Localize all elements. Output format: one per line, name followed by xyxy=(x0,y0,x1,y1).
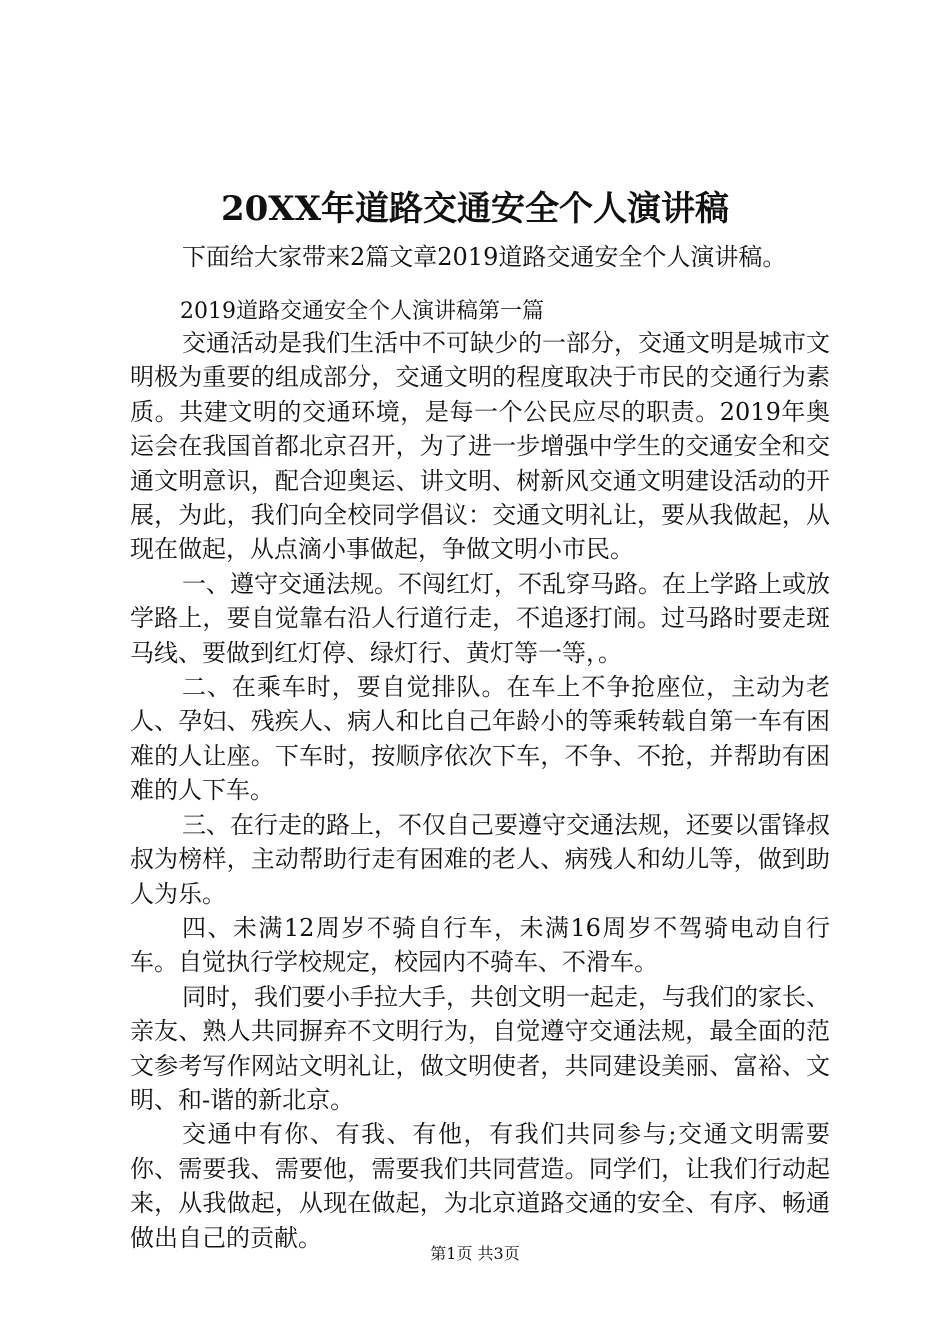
body-paragraph: 三、在行走的路上，不仅自己要遵守交通法规，还要以雷锋叔叔为榜样，主动帮助行走有困难的老人、病残人和幼儿等，做到助人为乐。 xyxy=(130,810,830,908)
body-paragraph: 同时，我们要小手拉大手，共创文明一起走，与我们的家长、亲友、熟人共同摒弃不文明行为，自觉遵守交通法规，最全面的范文参考写作网站文明礼让，做文明使者，共同建设美丽、富裕、文明、和-谐的新北京。 xyxy=(130,982,830,1114)
document-title: 20XX年道路交通安全个人演讲稿 xyxy=(220,189,730,229)
section-heading: 2019道路交通安全个人演讲稿第一篇 xyxy=(180,299,544,324)
body-paragraph: 交通中有你、有我、有他，有我们共同参与;交通文明需要你、需要我、需要他，需要我们共同营造。同学们，让我们行动起来，从我做起，从现在做起，为北京道路交通的安全、有序、畅通做出自己的贡献。 xyxy=(130,1120,830,1252)
body-text xyxy=(130,326,830,1255)
body-paragraph: 交通活动是我们生活中不可缺少的一部分，交通文明是城市文明极为重要的组成部分，交通文明的程度取决于市民的交通行为素质。共建文明的交通环境，是每一个公民应尽的职责。2019年奥运会在我国首都北京召开，为了进一步增强中学生的交通安全和交通文明意识，配合迎奥运、讲文明、树新风交通文明建设活动的开展，为此，我们向全校同学倡议：交通文明礼让，要从我做起，从现在做起，从点滴小事做起，争做文明小市民。 xyxy=(130,329,830,564)
body-paragraph: 四、未满12周岁不骑自行车，未满16周岁不驾骑电动自行车。自觉执行学校规定，校园内不骑车、不滑车。 xyxy=(130,913,830,977)
body-paragraph: 二、在乘车时，要自觉排队。在车上不争抢座位，主动为老人、孕妇、残疾人、病人和比自己年龄小的等乘转载自第一车有困难的人让座。下车时，按顺序依次下车，不争、不抢，并帮助有困难的人下车。 xyxy=(130,673,830,805)
intro-paragraph: 下面给大家带来2篇文章2019道路交通安全个人演讲稿。 xyxy=(182,243,787,271)
body-paragraph: 一、遵守交通法规。不闯红灯，不乱穿马路。在上学路上或放学路上，要自觉靠右沿人行道行走，不追逐打闹。过马路时要走斑马线、要做到红灯停、绿灯行、黄灯等一等，。 xyxy=(130,569,830,667)
page-number-footer: 第1页 共3页 xyxy=(430,1244,520,1263)
